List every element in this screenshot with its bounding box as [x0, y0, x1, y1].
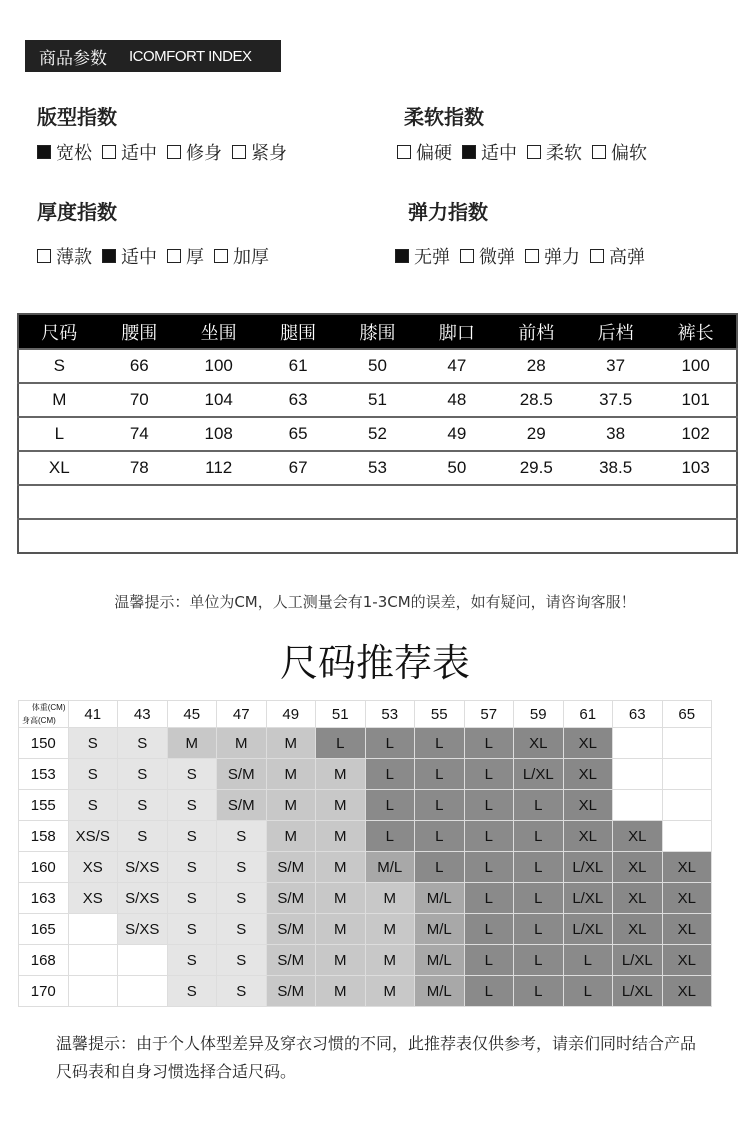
size-cell: XL — [613, 852, 663, 883]
size-cell: L — [415, 852, 465, 883]
table-cell: 104 — [179, 383, 258, 417]
index-title: 厚度指数 — [37, 200, 117, 224]
size-cell: L — [563, 976, 613, 1007]
table-cell: XL — [18, 451, 100, 485]
size-cell: S/M — [266, 883, 316, 914]
table-cell: S — [18, 349, 100, 383]
size-cell: S — [217, 821, 267, 852]
index-option — [592, 139, 647, 165]
table-cell: 28.5 — [497, 383, 576, 417]
unchecked-box-icon — [527, 145, 541, 159]
table-cell — [18, 485, 100, 519]
size-column-header: 尺码 — [18, 314, 100, 349]
unchecked-box-icon — [592, 145, 606, 159]
size-cell: S — [217, 945, 267, 976]
table-cell: 100 — [179, 349, 258, 383]
size-cell: XL — [563, 821, 613, 852]
table-row — [19, 790, 712, 821]
table-cell — [417, 519, 496, 553]
size-cell: L — [365, 821, 415, 852]
table-cell: 102 — [655, 417, 737, 451]
size-cell: L/XL — [613, 945, 663, 976]
table-cell: 66 — [100, 349, 179, 383]
weight-header: 65 — [662, 701, 712, 728]
weight-header: 61 — [563, 701, 613, 728]
size-cell: L — [316, 728, 366, 759]
table-cell — [338, 485, 417, 519]
weight-header: 43 — [118, 701, 168, 728]
size-cell: L — [365, 759, 415, 790]
table-cell: 61 — [258, 349, 337, 383]
table-row — [19, 821, 712, 852]
size-recommendation-table — [18, 700, 712, 1007]
size-cell: S — [167, 790, 217, 821]
size-cell: M — [316, 914, 366, 945]
table-cell: 100 — [655, 349, 737, 383]
table-cell: 29.5 — [497, 451, 576, 485]
index-option — [102, 139, 157, 165]
size-cell: S/M — [266, 852, 316, 883]
index-title: 柔软指数 — [404, 105, 484, 129]
size-cell — [613, 790, 663, 821]
size-cell: M/L — [415, 883, 465, 914]
table-row — [19, 914, 712, 945]
checked-box-icon — [102, 249, 116, 263]
table-cell — [258, 519, 337, 553]
size-cell: S — [167, 883, 217, 914]
table-row — [19, 852, 712, 883]
table-row — [19, 976, 712, 1007]
size-cell: S/M — [266, 914, 316, 945]
size-cell: L — [514, 790, 564, 821]
size-cell: L — [464, 976, 514, 1007]
index-option-label: 柔软 — [546, 143, 582, 164]
size-cell: L — [514, 945, 564, 976]
size-cell: M — [365, 945, 415, 976]
table-row — [18, 417, 737, 451]
size-cell — [68, 914, 118, 945]
size-cell — [613, 728, 663, 759]
index-option — [527, 139, 582, 165]
size-cell: L/XL — [514, 759, 564, 790]
weight-header: 59 — [514, 701, 564, 728]
table-cell — [100, 519, 179, 553]
table-cell: 37 — [576, 349, 655, 383]
index-option-label: 宽松 — [56, 143, 92, 164]
size-cell — [68, 976, 118, 1007]
weight-header: 55 — [415, 701, 465, 728]
size-cell: L — [514, 883, 564, 914]
size-column-header: 后档 — [576, 314, 655, 349]
weight-header: 51 — [316, 701, 366, 728]
size-column-header: 腰围 — [100, 314, 179, 349]
index-title: 弹力指数 — [408, 200, 488, 224]
checked-box-icon — [395, 249, 409, 263]
size-cell: M — [266, 759, 316, 790]
weight-axis-label: 体重(CM) — [31, 703, 66, 712]
size-cell: XS — [68, 883, 118, 914]
index-option-label: 厚 — [186, 247, 204, 268]
size-cell — [118, 945, 168, 976]
table-row — [19, 759, 712, 790]
size-cell: S — [167, 945, 217, 976]
table-cell — [18, 519, 100, 553]
size-column-header: 坐围 — [179, 314, 258, 349]
size-cell — [662, 821, 712, 852]
recommendation-note: 温馨提示：由于个人体型差异及穿衣习惯的不同，此推荐表仅供参考，请亲们同时结合产品尺码表和自身习惯选择合适尺码。 — [56, 1034, 697, 1081]
size-cell: S/XS — [118, 914, 168, 945]
table-cell: M — [18, 383, 100, 417]
size-cell: S — [68, 759, 118, 790]
table-row — [18, 349, 737, 383]
size-cell: S — [167, 821, 217, 852]
size-cell: S — [118, 790, 168, 821]
size-cell: S — [167, 914, 217, 945]
size-cell: S — [217, 883, 267, 914]
table-cell: 37.5 — [576, 383, 655, 417]
unchecked-box-icon — [214, 249, 228, 263]
unchecked-box-icon — [232, 145, 246, 159]
table-cell — [497, 519, 576, 553]
index-option — [37, 139, 92, 165]
table-cell: 29 — [497, 417, 576, 451]
table-cell: 28 — [497, 349, 576, 383]
table-cell: 74 — [100, 417, 179, 451]
table-cell: L — [18, 417, 100, 451]
size-cell: M — [217, 728, 267, 759]
index-option-label: 弹力 — [544, 247, 580, 268]
size-cell — [662, 790, 712, 821]
size-cell: L — [464, 852, 514, 883]
size-cell: M/L — [415, 945, 465, 976]
size-cell: S — [68, 790, 118, 821]
index-option — [37, 243, 92, 269]
index-option — [167, 243, 204, 269]
size-cell: M — [365, 976, 415, 1007]
height-header: 153 — [19, 759, 69, 790]
comfort-index-header — [25, 40, 281, 72]
index-options — [37, 139, 297, 165]
size-cell: L/XL — [563, 883, 613, 914]
size-cell: XL — [514, 728, 564, 759]
index-option — [395, 243, 450, 269]
index-option — [462, 139, 517, 165]
unchecked-box-icon — [167, 145, 181, 159]
table-cell: 103 — [655, 451, 737, 485]
weight-header: 41 — [68, 701, 118, 728]
size-cell: L — [464, 883, 514, 914]
table-cell: 48 — [417, 383, 496, 417]
size-chart-table — [17, 313, 738, 554]
size-cell — [613, 759, 663, 790]
table-row — [18, 519, 737, 553]
size-cell: L — [563, 945, 613, 976]
size-cell: S/XS — [118, 852, 168, 883]
size-cell: L — [365, 790, 415, 821]
size-cell: M — [266, 790, 316, 821]
size-cell: L — [415, 821, 465, 852]
size-cell: XL — [613, 914, 663, 945]
size-cell: S/M — [217, 759, 267, 790]
size-cell: L — [464, 914, 514, 945]
table-cell — [576, 519, 655, 553]
table-cell — [655, 519, 737, 553]
index-option — [460, 243, 515, 269]
index-option-label: 无弹 — [414, 247, 450, 268]
height-header: 165 — [19, 914, 69, 945]
index-options — [395, 243, 655, 269]
size-cell: S/M — [266, 945, 316, 976]
size-cell: M — [167, 728, 217, 759]
size-cell: L — [415, 759, 465, 790]
size-cell: M — [316, 883, 366, 914]
table-cell: 108 — [179, 417, 258, 451]
weight-header: 57 — [464, 701, 514, 728]
table-cell — [655, 485, 737, 519]
index-option — [590, 243, 645, 269]
index-option — [525, 243, 580, 269]
weight-header: 45 — [167, 701, 217, 728]
weight-header-row — [19, 701, 712, 728]
index-options — [37, 243, 279, 269]
size-cell: XL — [662, 883, 712, 914]
unchecked-box-icon — [525, 249, 539, 263]
unchecked-box-icon — [167, 249, 181, 263]
table-cell: 112 — [179, 451, 258, 485]
index-option — [102, 243, 157, 269]
size-cell: L — [415, 728, 465, 759]
table-cell — [497, 485, 576, 519]
size-cell: S — [167, 759, 217, 790]
index-option-label: 微弹 — [479, 247, 515, 268]
size-cell: XS — [68, 852, 118, 883]
table-cell: 50 — [417, 451, 496, 485]
size-cell — [68, 945, 118, 976]
index-option — [214, 243, 269, 269]
size-cell: M — [365, 883, 415, 914]
index-options — [397, 139, 657, 165]
size-cell: XL — [662, 945, 712, 976]
size-cell: M/L — [415, 914, 465, 945]
index-option-label: 偏软 — [611, 143, 647, 164]
size-cell: L/XL — [563, 914, 613, 945]
recommendation-title: 尺码推荐表 — [279, 641, 470, 685]
size-cell: L — [464, 759, 514, 790]
table-cell: 78 — [100, 451, 179, 485]
index-option-label: 加厚 — [233, 247, 269, 268]
size-cell: M — [316, 945, 366, 976]
size-cell: XL — [563, 728, 613, 759]
size-cell: XL — [563, 759, 613, 790]
size-cell: XL — [563, 790, 613, 821]
checked-box-icon — [37, 145, 51, 159]
table-cell: 53 — [338, 451, 417, 485]
table-cell: 38.5 — [576, 451, 655, 485]
unchecked-box-icon — [460, 249, 474, 263]
index-option — [167, 139, 222, 165]
height-header: 160 — [19, 852, 69, 883]
index-option-label: 适中 — [121, 143, 157, 164]
size-cell: S/M — [266, 976, 316, 1007]
index-option-label: 高弹 — [609, 247, 645, 268]
size-cell: S — [217, 976, 267, 1007]
size-cell — [662, 728, 712, 759]
size-cell: L — [464, 945, 514, 976]
height-header: 168 — [19, 945, 69, 976]
index-option-label: 薄款 — [56, 247, 92, 268]
size-cell: XL — [662, 976, 712, 1007]
index-option-label: 适中 — [481, 143, 517, 164]
height-header: 163 — [19, 883, 69, 914]
weight-header: 47 — [217, 701, 267, 728]
size-cell: S — [217, 852, 267, 883]
table-row — [18, 451, 737, 485]
size-cell: L — [464, 821, 514, 852]
table-corner — [19, 701, 69, 728]
table-cell: 101 — [655, 383, 737, 417]
size-column-header: 腿围 — [258, 314, 337, 349]
size-cell: L — [514, 821, 564, 852]
size-cell: M — [316, 759, 366, 790]
table-row — [19, 945, 712, 976]
size-cell: XL — [613, 883, 663, 914]
table-row — [19, 883, 712, 914]
size-cell: S — [68, 728, 118, 759]
height-header: 155 — [19, 790, 69, 821]
size-cell — [118, 976, 168, 1007]
table-cell: 49 — [417, 417, 496, 451]
table-cell: 65 — [258, 417, 337, 451]
size-cell: M — [266, 821, 316, 852]
size-cell: L — [514, 914, 564, 945]
size-cell: S/XS — [118, 883, 168, 914]
table-cell: 38 — [576, 417, 655, 451]
size-cell: L/XL — [613, 976, 663, 1007]
size-cell: M — [266, 728, 316, 759]
height-header: 158 — [19, 821, 69, 852]
table-cell: 51 — [338, 383, 417, 417]
size-cell: S — [118, 821, 168, 852]
size-cell: S — [167, 976, 217, 1007]
measurement-note: 温馨提示：单位为CM，人工测量会有1-3CM的误差，如有疑问，请咨询客服！ — [114, 593, 636, 611]
size-cell: L — [464, 728, 514, 759]
size-column-header: 前档 — [497, 314, 576, 349]
checked-box-icon — [462, 145, 476, 159]
size-cell: M — [365, 914, 415, 945]
size-column-header: 膝围 — [338, 314, 417, 349]
weight-header: 63 — [613, 701, 663, 728]
index-option-label: 偏硬 — [416, 143, 452, 164]
size-cell — [662, 759, 712, 790]
size-cell: M/L — [415, 976, 465, 1007]
index-option — [397, 139, 452, 165]
size-cell: XL — [662, 852, 712, 883]
size-cell: XS/S — [68, 821, 118, 852]
table-cell — [179, 485, 258, 519]
index-option-label: 紧身 — [251, 143, 287, 164]
size-cell: L/XL — [563, 852, 613, 883]
table-cell: 47 — [417, 349, 496, 383]
size-cell: L — [514, 976, 564, 1007]
index-option-label: 修身 — [186, 143, 222, 164]
weight-header: 53 — [365, 701, 415, 728]
size-cell: XL — [613, 821, 663, 852]
unchecked-box-icon — [590, 249, 604, 263]
table-cell — [576, 485, 655, 519]
size-cell: S — [217, 914, 267, 945]
size-cell: L — [514, 852, 564, 883]
table-cell — [258, 485, 337, 519]
index-option-label: 适中 — [121, 247, 157, 268]
table-cell: 50 — [338, 349, 417, 383]
table-cell — [100, 485, 179, 519]
table-cell — [338, 519, 417, 553]
table-row — [18, 485, 737, 519]
table-row — [18, 383, 737, 417]
index-option — [232, 139, 287, 165]
size-column-header: 脚口 — [417, 314, 496, 349]
size-cell: M — [316, 852, 366, 883]
table-cell — [179, 519, 258, 553]
size-cell: L — [365, 728, 415, 759]
table-cell — [417, 485, 496, 519]
size-cell: M — [316, 976, 366, 1007]
size-cell: M — [316, 790, 366, 821]
unchecked-box-icon — [397, 145, 411, 159]
height-axis-label: 身高(CM) — [22, 716, 56, 725]
table-cell: 70 — [100, 383, 179, 417]
table-cell: 63 — [258, 383, 337, 417]
unchecked-box-icon — [102, 145, 116, 159]
size-cell: S — [118, 759, 168, 790]
height-header: 170 — [19, 976, 69, 1007]
header-subtitle: ICOMFORT INDEX — [129, 47, 252, 65]
size-column-header: 裤长 — [655, 314, 737, 349]
size-cell: S — [167, 852, 217, 883]
size-cell: XL — [662, 914, 712, 945]
size-cell: M/L — [365, 852, 415, 883]
table-cell: 52 — [338, 417, 417, 451]
weight-header: 49 — [266, 701, 316, 728]
size-cell: M — [316, 821, 366, 852]
index-title: 版型指数 — [37, 105, 117, 129]
unchecked-box-icon — [37, 249, 51, 263]
table-row — [19, 728, 712, 759]
size-cell: L — [415, 790, 465, 821]
header-title: 商品参数 — [39, 48, 107, 69]
size-cell: L — [464, 790, 514, 821]
height-header: 150 — [19, 728, 69, 759]
size-cell: S — [118, 728, 168, 759]
table-cell: 67 — [258, 451, 337, 485]
size-cell: S/M — [217, 790, 267, 821]
